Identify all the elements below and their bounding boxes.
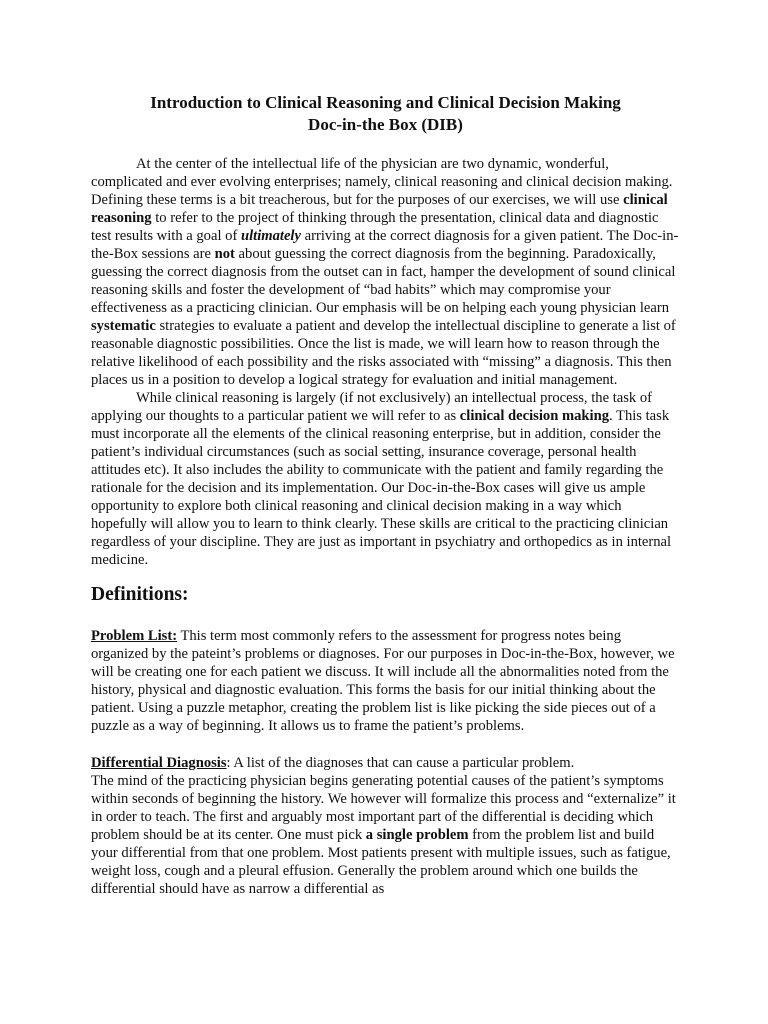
title-line-2: Doc-in-the Box (DIB) (308, 115, 463, 134)
intro-p1-text-a: At the center of the intellectual life of the physician are two dynamic, wonderful, complicated and ever evolving enterprises; namely, clinical reasoning and clinical decision making. Defining these terms is a bit treacherous, but for the purposes of our exercises, we will use (91, 156, 673, 208)
intro-p1-text-e: arriving at the correct diagnosis for a given patient. The Doc-in-the-Box sessions are (91, 228, 679, 262)
intro-paragraph-2 (91, 389, 680, 569)
intro-p2-text-c: . This task must incorporate all the elements of the clinical reasoning enterprise, but in addition, consider the patient’s individual circumstances (such as social setting, insurance coverage, personal health attitudes etc). It also includes the ability to communicate with the patient and family regarding the rationale for the decision and its implementation. Our Doc-in-the-Box cases will give us ample opportunity to explore both clinical reasoning and clinical decision making in a way which hopefully will allow you to learn to think clearly. These skills are critical to the practicing clinician regardless of your discipline. They are just as important in psychiatry and orthopedics as in internal medicine. (91, 408, 672, 568)
intro-p1-bold-not: not (214, 246, 235, 262)
intro-p2-text-a: While clinical reasoning is largely (if not exclusively) an intellectual process, the task of applying our thoughts to a particular patient we will refer to as (91, 390, 653, 424)
intro-paragraph-1 (91, 155, 680, 389)
intro-p1-bold-systematic: systematic (91, 318, 156, 334)
intro-p1-text-c: to refer to the project of thinking through the presentation, clinical data and diagnostic test results with a goal of (91, 210, 659, 244)
definition-differential-diagnosis (91, 754, 680, 898)
definition-bold-single-problem: a single problem (365, 827, 469, 843)
intro-p1-text-i: strategies to evaluate a patient and develop the intellectual discipline to generate a list of reasonable diagnostic possibilities. Once the list is made, we will learn how to reason through the relative likelihood of each possibility and the risks associated with “missing” a diagnosis. This then places us in a position to develop a logical strategy for evaluation and initial management. (91, 318, 676, 388)
definition-problem-list (91, 627, 680, 735)
definition-text-differential-b: The mind of the practicing physician begins generating potential causes of the patient’s symptoms within seconds of beginning the history. We however will formalize this process and “externalize” it in order to teach. The first and arguably most important part of the differential is deciding which problem should be at its center. One must pick (91, 773, 676, 843)
intro-p1-bold-italic-ultimately: ultimately (240, 228, 301, 244)
definitions-heading: Definitions: (91, 584, 189, 605)
definition-text-differential-a: : A list of the diagnoses that can cause a particular problem. (226, 755, 575, 771)
intro-p1-bold-clinical-reasoning: clinical reasoning (91, 192, 668, 226)
document-title (91, 92, 680, 136)
title-line-1: Introduction to Clinical Reasoning and Clinical Decision Making (150, 93, 621, 112)
definition-text-problem-list: This term most commonly refers to the assessment for progress notes being organized by the pateint’s problems or diagnoses. For our purposes in Doc-in-the-Box, however, we will be creating one for each patient we discuss. It will include all the abnormalities noted from the history, physical and diagnostic evaluation. This forms the basis for our initial thinking about the patient. Using a puzzle metaphor, creating the problem list is like picking the side pieces out of a puzzle as a way of beginning. It allows us to frame the patient’s problems. (91, 628, 675, 734)
definition-text-differential-d: from the problem list and build your differential from that one problem. Most patients present with multiple issues, such as fatigue, weight loss, cough and a pleural effusion. Generally the problem around which one builds the differential should have as narrow a differential as (91, 827, 671, 897)
definition-term-differential-diagnosis: Differential Diagnosis (91, 755, 227, 771)
definition-term-problem-list: Problem List: (91, 628, 178, 644)
intro-p2-bold-clinical-decision-making: clinical decision making (459, 408, 609, 424)
intro-p1-text-g: about guessing the correct diagnosis from the beginning. Paradoxically, guessing the correct diagnosis from the outset can in fact, hamper the development of sound clinical reasoning skills and foster the development of “bad habits” which may compromise your effectiveness as a practicing clinician. Our emphasis will be on helping each young physician learn (91, 246, 676, 316)
